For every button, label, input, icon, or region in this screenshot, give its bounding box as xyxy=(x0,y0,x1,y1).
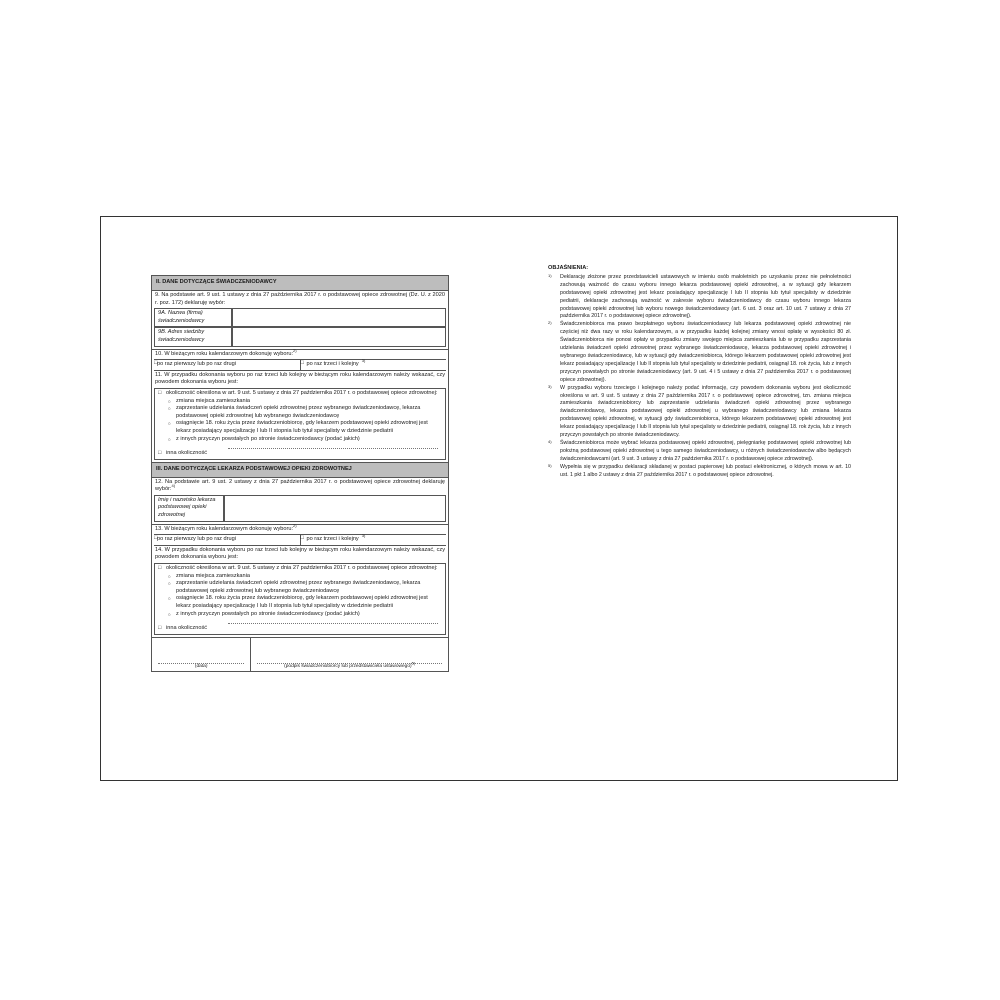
section-3 xyxy=(151,463,449,672)
q13-option-third[interactable]: □ po raz trzeci i kolejny$^{3)}$ xyxy=(300,535,447,545)
note-4: 4) Świadczeniobiorca może wybrać lekarza podstawowej opieki zdrowotnej, pielęgniarkę podstawowej opieki zdrowotnej lub położną podstawowej opieki zdrowotnej u tego samego świadczeniodawcy, u różnych świadczeniodawców albo będących świadczeniodawcami (art. 9 ust. 3 ustawy z dnia 27 października 2017 r. o podstawowej opiece zdrowotnej). xyxy=(548,438,851,462)
field-doctor-label: Imię i nazwisko lekarza podstawowej opieki zdrowotnej xyxy=(154,495,224,522)
q11-reason-other[interactable]: □ inna okoliczność xyxy=(158,450,442,458)
field-doctor-input[interactable] xyxy=(224,495,446,522)
q11-sub-cessation: ○ zaprzestanie udzielania świadczeń opieki zdrowotnej przez wybranego świadczeniodawcę, lekarza podstawowej opieki zdrowotnej lub wybranego świadczeniodawcę xyxy=(158,405,442,420)
q13-text: 13. W bieżącym roku kalendarzowym dokonuję wyboru:$^{2)}$ xyxy=(152,524,448,535)
provider-fields xyxy=(154,308,446,346)
q11-sub-other: ○ z innych przyczyn powstałych po stronie świadczeniodawcy (podać jakich) xyxy=(158,436,442,444)
field-9a-input[interactable] xyxy=(232,308,446,327)
section-3-header: III. DANE DOTYCZĄCE LEKARZA PODSTAWOWEJ OPIEKI ZDROWOTNEJ xyxy=(152,463,448,477)
q11-text: 11. W przypadku dokonania wyboru po raz trzeci lub kolejny w bieżącym roku kalendarzowym należy wskazać, czy powodem dokonania wyboru jest: xyxy=(155,371,445,386)
field-9b-input[interactable] xyxy=(232,327,446,346)
field-9b-label: 9B. Adres siedziby świadczeniodawcy xyxy=(154,327,232,346)
q10-options xyxy=(154,359,446,371)
note-1: 1) Deklarację złożone przez przedstawicieli ustawowych w imieniu osób małoletnich po uzyskaniu przez nie pełnoletności zachowują ważność do czasu wyboru innego lekarza podstawowej opieki zdrowotnej, a w sytuacji gdy lekarzem podstawowej opieki zdrowotnej jest lekarz posiadający specjalizację I lub II stopnia lub tytuł specjalisty w dziedzinie pediatrii, deklaracje zachowują ważność w zakresie wyboru świadczeniodawcy do czasu wyboru innego lekarza podstawowej opieki zdrowotnej lub wyboru nowego świadczeniodawcy (art. 6 ust. 3 oraz art. 10 ust. 7 ustawy z dnia 27 października 2017 r. o podstawowej opiece zdrowotnej). xyxy=(548,272,851,320)
q13-options xyxy=(154,534,446,546)
q11-reason-statutory[interactable]: □ okoliczność określona w art. 9 ust. 5 ustawy z dnia 27 października 2017 r. o podstawowej opiece zdrowotnej: xyxy=(158,390,442,398)
q12-text: 12. Na podstawie art. 9 ust. 2 ustawy z dnia 27 października 2017 r. o podstawowej opiece zdrowotnej deklaruję wybór:$^{4)}$ xyxy=(152,477,448,495)
doctor-field xyxy=(154,495,446,522)
note-2: 2) Świadczeniobiorca ma prawo bezpłatnego wyboru świadczeniodawcy lub lekarza podstawowej opieki zdrowotnej nie częściej niż dwa razy w roku kalendarzowym, a w przypadku każdej kolejnej zmiany wnosi opłatę w wysokości 80 zł. Świadczeniobiorca nie ponosi opłaty w przypadku zmiany swojego miejsca zamieszkania lub w przypadku zaprzestania udzielania świadczeń opieki zdrowotnej przez wybranego świadczeniodawcę, lekarza podstawowej opieki zdrowotnej i wybranego świadczeniodawcę, lub w sytuacji gdy świadczeniobiorca, którego lekarzem podstawowej opieki zdrowotnej jest lekarz posiadający specjalizację I lub II stopnia lub tytuł specjalisty w dziedzinie pediatrii, osiągnął 18. rok życia, lub z innych przyczyn powstałych po stronie świadczeniodawcy (art. 9 ust. 4 i 5 ustawy z dnia 27 października 2017 r. o podstawowej opiece zdrowotnej). xyxy=(548,320,851,383)
q13-option-first-second[interactable]: □ po raz pierwszy lub po raz drugi xyxy=(154,535,300,545)
signature-field[interactable] xyxy=(250,638,448,671)
q14-text: 14. W przypadku dokonania wyboru po raz trzeci lub kolejny w bieżącym roku kalendarzowym należy wskazać, czy powodem dokonania wyboru jest: xyxy=(155,546,445,561)
note-5: 5) Wypełnia się w przypadku deklaracji składanej w postaci papierowej lub postaci elektronicznej, o których mowa w art. 10 ust. 1 pkt 1 albo 2 ustawy z dnia 27 października 2017 r. o podstawowej opiece zdrowotnej. xyxy=(548,462,851,478)
q9-text: 9. Na podstawie art. 9 ust. 1 ustawy z dnia 27 października 2017 r. o podstawowej opiece zdrowotnej (Dz. U. z 2020 r. poz. 172) deklaruję wybór: xyxy=(152,290,448,308)
date-field[interactable] xyxy=(152,638,250,671)
section-2 xyxy=(151,275,449,463)
q14-other-line[interactable] xyxy=(228,618,438,624)
note-3: 3) W przypadku wyboru trzeciego i kolejnego należy podać informację, czy powodem dokonania wyboru jest okoliczność określona w art. 9 ust. 5 ustawy z dnia 27 października 2017 r. o podstawowej opiece zdrowotnej, tzn. zmiana miejsca zamieszkania świadczeniobiorcy lub zaprzestanie udzielania świadczeń opieki zdrowotnej przez wybranego świadczeniodawcę, lekarza podstawowej opieki zdrowotnej u wybranego świadczeniodawcy lub zmiana lekarza podstawowej opieki zdrowotnej, w sytuacji gdy świadczeniobiorca, którego lekarzem podstawowej opieki zdrowotnej jest lekarz posiadający specjalizację I lub II stopnia lub tytuł specjalisty w dziedzinie pediatrii, osiągnął 18. rok życia, lub z innych przyczyn powstałych po stronie świadczeniodawcy. xyxy=(548,383,851,439)
q14-sub-cessation: ○ zaprzestanie udzielania świadczeń opieki zdrowotnej przez wybranego świadczeniodawcę, lekarza podstawowej opieki zdrowotnej lub wybranego świadczeniodawcę xyxy=(158,580,442,595)
date-caption: (data) xyxy=(194,664,208,670)
signature-row xyxy=(152,637,448,671)
q14-reasons xyxy=(154,563,446,635)
q14-reason-statutory[interactable]: □ okoliczność określona w art. 9 ust. 5 ustawy z dnia 27 października 2017 r. o podstawowej opiece zdrowotnej: xyxy=(158,565,442,573)
q14-sub-age: ○ osiągnięcie 18. roku życia przez świadczeniobiorcę, gdy lekarzem podstawowej opieki zdrowotnej jest lekarz posiadający specjalizację I lub II stopnia lub tytuł specjalisty w dziedzinie pediatrii xyxy=(158,595,442,610)
q11-other-line[interactable] xyxy=(228,443,438,449)
q10-option-first-second[interactable]: □ po raz pierwszy lub po raz drugi xyxy=(154,360,300,370)
explanations-title: OBJAŚNIENIA: xyxy=(548,265,589,271)
section-2-header: II. DANE DOTYCZĄCE ŚWIADCZENIODAWCY xyxy=(152,276,448,290)
declaration-form xyxy=(151,275,449,672)
q14-sub-address: ○ zmiana miejsca zamieszkania xyxy=(158,573,442,581)
explanations xyxy=(548,265,851,479)
q11-reasons xyxy=(154,388,446,460)
q14-sub-other: ○ z innych przyczyn powstałych po stronie świadczeniodawcy (podać jakich) xyxy=(158,611,442,619)
q10-option-third[interactable]: □ po raz trzeci i kolejny$^{3)}$ xyxy=(300,360,447,370)
document-page xyxy=(100,216,898,781)
q14-reason-other[interactable]: □ inna okoliczność xyxy=(158,625,442,633)
signature-caption: (podpis świadczeniobiorcy lub przedstawiciela ustawowego)$^{5)}$ xyxy=(284,660,416,670)
q11-sub-address: ○ zmiana miejsca zamieszkania xyxy=(158,398,442,406)
q10-text: 10. W bieżącym roku kalendarzowym dokonuję wyboru:$^{2)}$ xyxy=(152,349,448,360)
field-9a-label: 9A. Nazwa (firma) świadczeniodawcy xyxy=(154,308,232,327)
q11-sub-age: ○ osiągnięcie 18. roku życia przez świadczeniobiorcę, gdy lekarzem podstawowej opieki zdrowotnej jest lekarz posiadający specjalizację I lub II stopnia lub tytuł specjalisty w dziedzinie pediatrii xyxy=(158,420,442,435)
